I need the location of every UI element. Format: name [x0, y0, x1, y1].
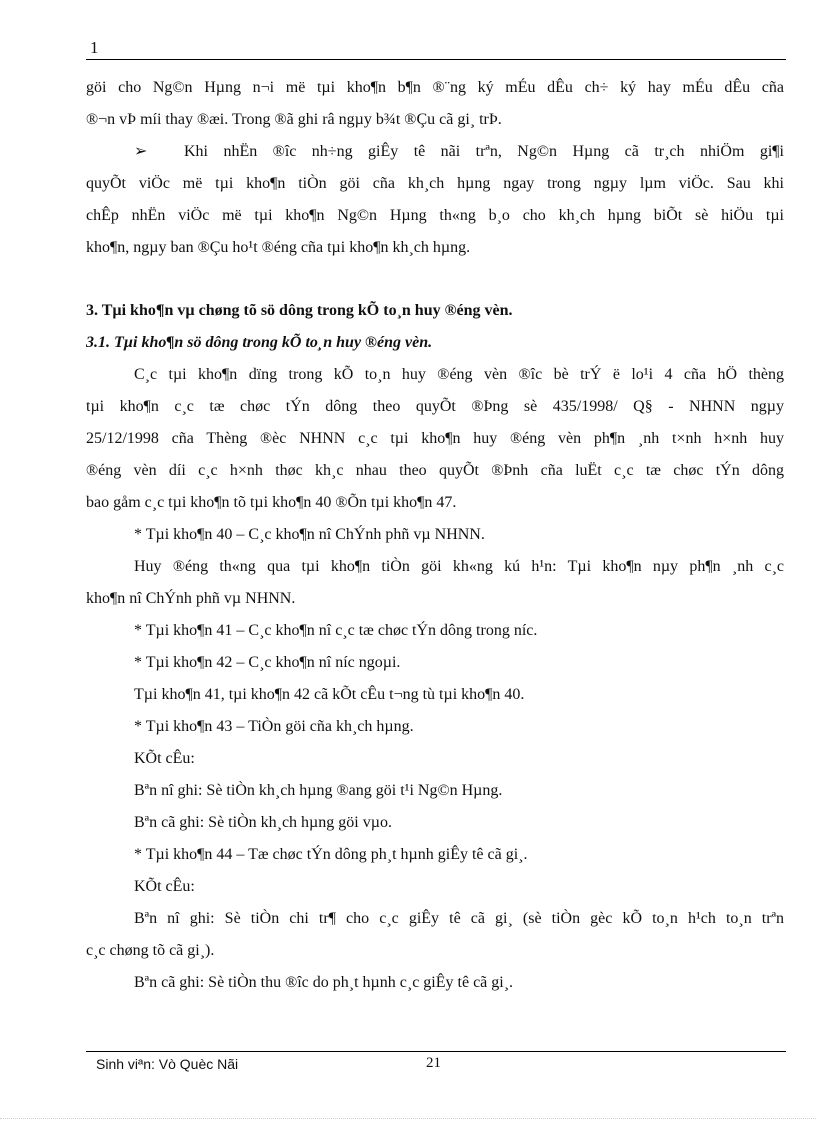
paragraph-line: Tµi kho¶n 41, tµi kho¶n 42 cã kÕt cÊu t¬ng tù tµi kho¶n 40. — [134, 686, 525, 703]
account-item: * Tµi kho¶n 44 – Tæ chøc tÝn dông ph¸t hµnh giÊy tê cã gi¸. — [134, 846, 528, 863]
paragraph-line: quyÕt viÖc më tµi kho¶n tiÒn göi cña kh¸ch hµng ngay trong ngµy lµm viÖc. Sau khi — [86, 175, 784, 192]
page-edge-divider — [0, 1118, 816, 1119]
credit-side: Bªn cã ghi: Sè tiÒn thu ®îc do ph¸t hµnh c¸c giÊy tê cã gi¸. — [134, 974, 514, 991]
debit-side: Bªn nî ghi: Sè tiÒn kh¸ch hµng ®ang göi t¹i Ng©n Hµng. — [134, 782, 503, 799]
footer-page-number: 21 — [426, 1055, 441, 1071]
spacer — [86, 264, 784, 295]
account-item: * Tµi kho¶n 40 – C¸c kho¶n nî ChÝnh phñ vµ NHNN. — [134, 526, 485, 543]
structure-label: KÕt cÊu: — [134, 750, 195, 767]
footer-student: Sinh viªn: Vò Quèc Nãi — [96, 1056, 239, 1072]
account-item: * Tµi kho¶n 43 – TiÒn göi cña kh¸ch hµng. — [134, 718, 414, 735]
structure-label: KÕt cÊu: — [134, 878, 195, 895]
debit-side: Bªn nî ghi: Sè tiÒn chi tr¶ cho c¸c giÊy tê cã gi¸ (sè tiÒn gèc kÕ to¸n h¹ch to¸n trªn — [134, 910, 784, 927]
credit-side: Bªn cã ghi: Sè tiÒn kh¸ch hµng göi vµo. — [134, 814, 392, 831]
paragraph-line: göi cho Ng©n Hµng n¬i më tµi kho¶n b¶n ®¨ng ký mÉu dÊu ch÷ ký hay mÉu dÊu cña — [86, 79, 784, 96]
account-item: * Tµi kho¶n 41 – C¸c kho¶n nî c¸c tæ chøc tÝn dông trong níc. — [134, 622, 538, 639]
paragraph-line: kho¶n, ngµy ban ®Çu ho¹t ®éng cña tµi kho¶n kh¸ch hµng. — [86, 239, 471, 256]
arrow-bullet-icon: ➢ — [134, 143, 148, 160]
paragraph-line: ®éng vèn díi c¸c h×nh thøc kh¸c nhau theo quyÕt ®Þnh cña luËt c¸c tæ chøc tÝn dông — [86, 462, 784, 479]
account-item: * Tµi kho¶n 42 – C¸c kho¶n nî níc ngoµi. — [134, 654, 401, 671]
bullet-paragraph-line — [86, 136, 784, 168]
subsection-heading: 3.1. Tµi kho¶n sö dông trong kÕ to¸n huy ®éng vèn. — [86, 334, 433, 351]
header-page-number: 1 — [90, 38, 99, 57]
paragraph-line: tµi kho¶n c¸c tæ chøc tÝn dông theo quyÕt ®Þng sè 435/1998/ Q§ - NHNN ngµy — [86, 398, 784, 415]
header-rule — [86, 59, 786, 60]
paragraph-line: chÊp nhËn viÖc më tµi kho¶n Ng©n Hµng th«ng b¸o cho kh¸ch hµng biÕt sè hiÖu tµi — [86, 207, 784, 224]
paragraph-line: ®¬n vÞ míi thay ®æi. Trong ®ã ghi râ ngµy b¾t ®Çu cã gi¸ trÞ. — [86, 111, 502, 128]
paragraph-line: bao gåm c¸c tµi kho¶n tõ tµi kho¶n 40 ®Õn tµi kho¶n 47. — [86, 494, 457, 511]
paragraph-text: Khi nhËn ®îc nh÷ng giÊy tê nãi trªn, Ng©n Hµng cã tr¸ch nhiÖm gi¶i — [184, 143, 784, 160]
document-body — [86, 72, 784, 999]
paragraph-line: C¸c tµi kho¶n dïng trong kÕ to¸n huy ®éng vèn ®îc bè trÝ ë lo¹i 4 cña hÖ thèng — [134, 366, 784, 383]
paragraph-line: kho¶n nî ChÝnh phñ vµ NHNN. — [86, 590, 296, 607]
footer-rule — [86, 1051, 786, 1052]
section-heading: 3. Tµi kho¶n vµ chøng tõ sö dông trong kÕ to¸n huy ®éng vèn. — [86, 302, 513, 319]
paragraph-line: c¸c chøng tõ cã gi¸). — [86, 942, 215, 959]
paragraph-line: Huy ®éng th«ng qua tµi kho¶n tiÒn göi kh«ng kú h¹n: Tµi kho¶n nµy ph¶n ¸nh c¸c — [134, 558, 784, 575]
paragraph-line: 25/12/1998 cña Thèng ®èc NHNN c¸c tµi kho¶n huy ®éng vèn ph¶n ¸nh t×nh h×nh huy — [86, 430, 784, 447]
